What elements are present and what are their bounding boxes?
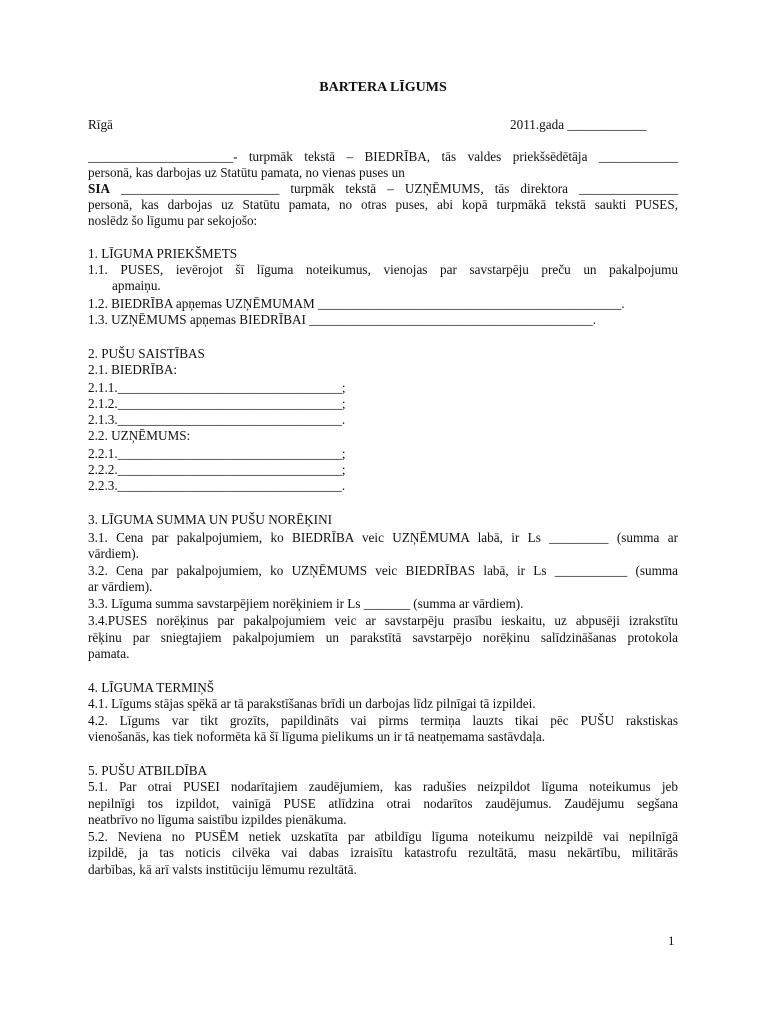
section-4-heading: 4. LĪGUMA TERMIŅŠ [88, 680, 215, 695]
clause-3-1-b: vārdiem). [88, 546, 139, 561]
section-2-heading: 2. PUŠU SAISTĪBAS [88, 346, 205, 361]
intro-line-2: personā, kas darbojas uz Statūtu pamata, no vienas puses un [88, 165, 405, 180]
place: Rīgā [88, 117, 113, 132]
section-3-heading: 3. LĪGUMA SUMMA UN PUŠU NORĒĶINI [88, 512, 332, 527]
clause-5-2-c: darbības, kā arī valsts institūciju lēmumu rezultātā. [88, 862, 357, 877]
clause-3-4-b: rēķinu par sniegtajiem pakalpojumiem un parakstītā savstarpējo norēķinu salīdzināšanas protokola [88, 630, 678, 645]
section-1-heading: 1. LĪGUMA PRIEKŠMETS [88, 246, 238, 261]
clause-3-4-c: pamata. [88, 646, 130, 661]
section-5-heading: 5. PUŠU ATBILDĪBA [88, 763, 208, 778]
clause-2-2-3: 2.2.3.__________________________________. [88, 478, 346, 493]
intro-line-1: ______________________- turpmāk tekstā – BIEDRĪBA, tās valdes priekšsēdētāja ____________ [88, 149, 678, 164]
clause-5-2-a: 5.2. Neviena no PUSĒM netiek uzskatīta par atbildīgu līguma noteikumu neizpildē vai nepilnīgā [88, 829, 678, 844]
clause-2-1-2: 2.1.2.__________________________________; [88, 396, 346, 411]
clause-1-1-a: 1.1. PUSES, ievērojot šī līguma noteikumus, vienojas par savstarpēju preču un pakalpojumu [88, 262, 678, 277]
clause-5-1-a: 5.1. Par otrai PUSEI nodarītajiem zaudējumiem, kas radušies neizpildot līguma noteikumus jeb [88, 779, 678, 794]
clause-3-2-a: 3.2. Cena par pakalpojumiem, ko UZŅĒMUMS veic BIEDRĪBAS labā, ir Ls ___________ (summa [88, 563, 678, 578]
clause-3-1-a: 3.1. Cena par pakalpojumiem, ko BIEDRĪBA veic UZŅĒMUMA labā, ir Ls _________ (summa ar [88, 530, 678, 545]
clause-2-1: 2.1. BIEDRĪBA: [88, 362, 178, 377]
clause-4-2-b: vienošanās, kas tiek noformēta kā šī līguma pielikums un ir tā neatņemama sastāvdaļa. [88, 729, 546, 744]
clause-4-1: 4.1. Līgums stājas spēkā ar tā parakstīšanas brīdi un darbojas līdz pilnīgai tā izpildei. [88, 696, 536, 711]
clause-1-3: 1.3. UZŅĒMUMS apņemas BIEDRĪBAI ___________________________________________. [88, 312, 597, 327]
clause-5-2-b: izpildē, ja tas noticis cilvēka vai dabas izraisītu katastrofu rezultātā, masu nekārtību, militārās [88, 845, 678, 860]
clause-3-3: 3.3. Līguma summa savstarpējiem norēķiniem ir Ls _______ (summa ar vārdiem). [88, 596, 524, 611]
intro-line-5: noslēdz šo līgumu par sekojošo: [88, 213, 258, 228]
document-title: BARTERA LĪGUMS [319, 80, 447, 95]
intro-line-4: personā, kas darbojas uz Statūtu pamata, no otras puses, abi kopā turpmākā tekstā saukti PUSES, [88, 197, 678, 212]
clause-1-1-b: apmaiņu. [112, 278, 161, 293]
sia-label: SIA [88, 181, 110, 196]
clause-2-1-3: 2.1.3.__________________________________. [88, 412, 346, 427]
clause-2-2-2: 2.2.2.__________________________________; [88, 462, 346, 477]
date: 2011.gada ____________ [510, 117, 647, 132]
clause-5-1-b: nepilnīgi tos izpildot, vainīgā PUSE atlīdzina otrai nodarītos zaudējumus. Zaudējumu segšana [88, 796, 678, 811]
clause-2-2-1: 2.2.1.__________________________________; [88, 446, 346, 461]
clause-4-2-a: 4.2. Līgums var tikt grozīts, papildināts vai pirms termiņa lauzts tikai pēc PUŠU rakstiskas [88, 713, 678, 728]
intro-line-3-rest: ________________________ turpmāk tekstā – UZŅĒMUMS, tās direktora _______________ [121, 181, 678, 196]
clause-2-2: 2.2. UZŅĒMUMS: [88, 428, 191, 443]
page-number: 1 [668, 933, 675, 948]
intro-line-3 [88, 181, 678, 197]
clause-2-1-1: 2.1.1.__________________________________; [88, 380, 346, 395]
clause-5-1-c: neatbrīvo no līguma saistību izpildes pienākuma. [88, 812, 347, 827]
clause-1-2: 1.2. BIEDRĪBA apņemas UZŅĒMUMAM ______________________________________________. [88, 296, 625, 311]
clause-3-4-a: 3.4.PUSES norēķinus par pakalpojumiem veic ar savstarpēju prasību ieskaitu, uz abpusēji izrakstītu [88, 613, 678, 628]
clause-3-2-b: ar vārdiem). [88, 579, 153, 594]
